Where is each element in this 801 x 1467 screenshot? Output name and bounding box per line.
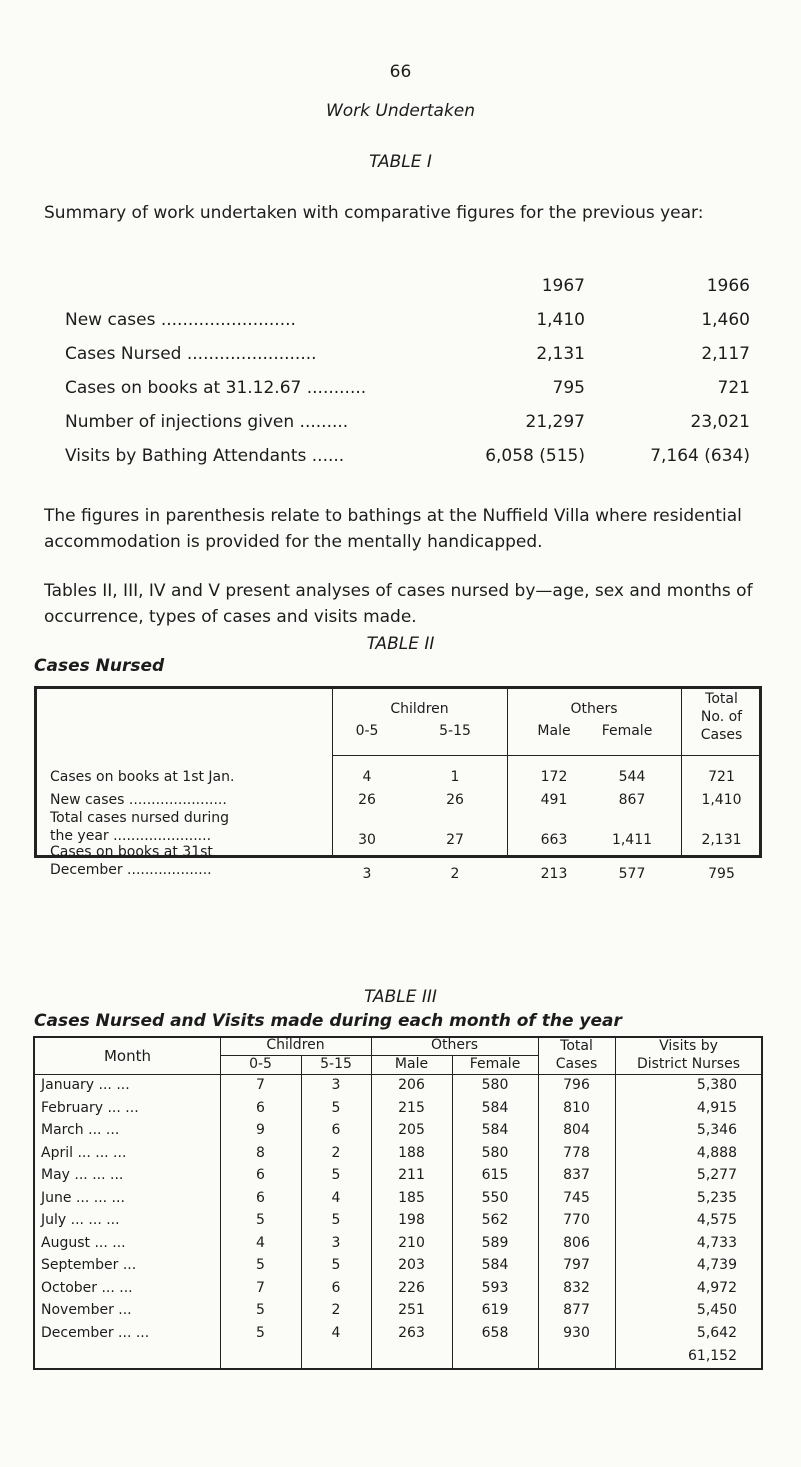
cell-male: 491	[540, 792, 568, 808]
t3-header-children: Children	[266, 1037, 325, 1053]
table-row	[35, 1189, 761, 1207]
cell-total: 804	[563, 1122, 590, 1138]
t2-header-total-2: No. of	[700, 709, 743, 725]
month-label: December ... ...	[41, 1324, 150, 1341]
cell-total: 806	[563, 1234, 590, 1251]
t3-header-total-1: Total	[560, 1038, 593, 1054]
cell-visits: 5,346	[696, 1122, 737, 1138]
t2-header-total-1: Total	[705, 691, 738, 707]
cell-5-15: 3	[331, 1077, 341, 1093]
cell-5-15: 2	[331, 1144, 341, 1161]
table-row	[35, 1234, 761, 1252]
cell-male: 215	[398, 1099, 425, 1116]
t2-header-0-5: 0-5	[355, 723, 379, 739]
year-previous: 1966	[706, 276, 750, 296]
cell-0-5: 6	[256, 1189, 265, 1206]
cell-0-5: 5	[256, 1257, 265, 1273]
summary-label: Visits by Bathing Attendants ......	[65, 446, 345, 466]
month-label: February ... ...	[41, 1099, 139, 1116]
cell-0-5: 6	[256, 1167, 265, 1183]
cell-female: 580	[481, 1077, 509, 1093]
table-row	[35, 1211, 761, 1229]
cell-5-15: 4	[331, 1324, 341, 1341]
cell-visits: 4,575	[696, 1212, 737, 1228]
cell-female: 593	[481, 1279, 509, 1296]
cell-male: 203	[398, 1257, 425, 1273]
cell-female: 584	[481, 1257, 509, 1273]
t2-header-others: Others	[570, 701, 618, 717]
cell-female: 562	[481, 1212, 509, 1228]
cell-female: 658	[481, 1324, 509, 1341]
t2-header-male: Male	[537, 723, 571, 739]
cell-visits: 4,888	[696, 1144, 737, 1161]
cell-male: 206	[398, 1077, 425, 1093]
cell-female: 615	[481, 1167, 509, 1183]
cell-total: 2,131	[701, 832, 742, 848]
summary-row	[65, 412, 765, 440]
year-current: 1967	[541, 276, 585, 296]
table-row	[35, 1256, 761, 1274]
summary-value-1966: 1,460	[701, 310, 750, 330]
month-label: January ... ...	[41, 1077, 130, 1093]
table3	[33, 1036, 763, 1370]
table1-title: TABLE I	[369, 152, 432, 172]
table-row-label: Total cases nursed during	[50, 810, 229, 826]
cell-male: 226	[398, 1279, 425, 1296]
cell-visits: 5,235	[696, 1189, 737, 1206]
summary-row	[65, 446, 765, 474]
cell-5-15: 5	[331, 1167, 341, 1183]
t3-header-others: Others	[430, 1037, 479, 1053]
cell-female: 589	[481, 1234, 509, 1251]
summary-value-1967: 795	[552, 378, 585, 398]
table-row-label: the year ......................	[50, 828, 212, 844]
cell-5-15: 6	[331, 1122, 341, 1138]
cell-0-5: 4	[362, 769, 372, 785]
cell-0-5: 5	[256, 1212, 265, 1228]
table-row-label: December ...................	[50, 862, 212, 878]
summary-row	[65, 378, 765, 406]
t2-header-children: Children	[390, 701, 449, 717]
t2-header-female: Female	[601, 723, 653, 739]
cell-total: 810	[563, 1099, 590, 1116]
cell-female: 867	[618, 792, 646, 808]
table-row	[35, 1279, 761, 1297]
t3-header-month: Month	[103, 1047, 151, 1065]
table-row	[35, 1121, 761, 1139]
cell-total: 832	[563, 1279, 590, 1296]
cell-0-5: 8	[256, 1144, 265, 1161]
t3-header-total-2: Cases	[555, 1056, 598, 1072]
section-title: Work Undertaken	[325, 101, 476, 121]
cell-female: 1,411	[611, 832, 653, 848]
cell-visits: 5,450	[696, 1302, 737, 1318]
table-row	[35, 1324, 761, 1342]
cell-5-15: 5	[331, 1099, 341, 1116]
month-label: November ...	[41, 1302, 132, 1318]
table1-note: The figures in parenthesis relate to bathings at the Nuffield Villa where residential accommodation is provided for the mentally handicapped.	[44, 506, 742, 552]
cell-0-5: 5	[256, 1324, 265, 1341]
cell-female: 544	[618, 769, 646, 785]
cell-total: 797	[563, 1257, 590, 1273]
cell-female: 550	[481, 1189, 509, 1206]
t3-header-0-5: 0-5	[249, 1056, 272, 1072]
summary-label: Number of injections given .........	[65, 412, 349, 432]
cell-female: 584	[481, 1122, 509, 1138]
summary-value-1967: 2,131	[536, 344, 585, 364]
month-label: September ...	[41, 1257, 137, 1273]
cell-total: 930	[563, 1324, 590, 1341]
t3-header-visits-1: Visits by	[659, 1038, 718, 1054]
table3-header-rule	[35, 1074, 761, 1075]
cell-5-15: 26	[446, 792, 464, 808]
summary-value-1967: 21,297	[525, 412, 585, 432]
summary-row	[65, 344, 765, 372]
cell-5-15: 5	[331, 1212, 341, 1228]
month-label: August ... ...	[41, 1234, 126, 1251]
summary-year-header	[65, 276, 765, 304]
cell-0-5: 3	[362, 866, 372, 882]
cell-total: 745	[563, 1189, 590, 1206]
cell-visits: 5,277	[696, 1167, 737, 1183]
cell-total: 778	[563, 1144, 590, 1161]
table-row	[35, 1166, 761, 1184]
cell-5-15: 1	[450, 769, 460, 785]
cell-total: 721	[708, 769, 735, 785]
cell-visits: 4,733	[696, 1234, 737, 1251]
table-row	[35, 1144, 761, 1162]
summary-label: New cases .........................	[65, 310, 296, 330]
table3-title: TABLE III	[364, 987, 437, 1007]
summary-label: Cases on books at 31.12.67 ...........	[65, 378, 367, 398]
cell-male: 663	[540, 832, 568, 848]
table-row-label: Cases on books at 31st	[50, 844, 213, 860]
cell-0-5: 7	[256, 1077, 265, 1093]
month-label: June ... ... ...	[41, 1189, 125, 1206]
month-label: March ... ...	[41, 1122, 120, 1138]
summary-row	[65, 310, 765, 338]
cell-0-5: 4	[256, 1234, 265, 1251]
t3-header-5-15: 5-15	[320, 1056, 352, 1072]
cell-female: 584	[481, 1099, 509, 1116]
cell-male: 263	[398, 1324, 425, 1341]
cell-0-5: 30	[358, 832, 376, 848]
t2-header-5-15: 5-15	[439, 723, 471, 739]
cell-total: 796	[563, 1077, 590, 1093]
cell-male: 210	[398, 1234, 425, 1251]
summary-value-1966: 23,021	[690, 412, 750, 432]
tables-intro: Tables II, III, IV and V present analyses of cases nursed by—age, sex and months of occurrence, types of cases and visits made.	[44, 581, 753, 627]
cell-male: 185	[398, 1189, 425, 1206]
table-row-label: Cases on books at 1st Jan.	[50, 769, 235, 785]
table1-intro: Summary of work undertaken with comparative figures for the previous year:	[44, 203, 704, 223]
cell-5-15: 5	[331, 1257, 341, 1273]
table3-subtitle: Cases Nursed and Visits made during each month of the year	[34, 1011, 622, 1031]
month-label: April ... ... ...	[41, 1144, 127, 1161]
cell-5-15: 6	[331, 1279, 341, 1296]
summary-value-1967: 1,410	[536, 310, 585, 330]
cell-visits: 4,915	[696, 1099, 737, 1116]
cell-male: 205	[398, 1122, 425, 1138]
table2	[34, 686, 762, 882]
cell-female: 580	[481, 1144, 509, 1161]
cell-total: 877	[563, 1302, 590, 1318]
cell-5-15: 27	[446, 832, 464, 848]
cell-total: 770	[563, 1212, 590, 1228]
t3-header-visits-2: District Nurses	[636, 1056, 741, 1072]
cell-female: 619	[481, 1302, 509, 1318]
month-label: May ... ... ...	[41, 1167, 124, 1183]
table-row	[35, 1076, 761, 1094]
month-label: July ... ... ...	[41, 1212, 120, 1228]
summary-value-1966: 721	[717, 378, 750, 398]
cell-0-5: 6	[256, 1099, 265, 1116]
t2-header-total-3: Cases	[700, 727, 743, 743]
t3-header-male: Male	[394, 1056, 429, 1072]
t3-header-female: Female	[469, 1056, 521, 1072]
cell-male: 188	[398, 1144, 425, 1161]
table2-subtitle: Cases Nursed	[34, 656, 165, 676]
page-number: 66	[389, 62, 412, 82]
cell-female: 577	[618, 866, 646, 882]
cell-total: 795	[708, 866, 735, 882]
table-row	[35, 1301, 761, 1319]
cell-visits: 5,380	[696, 1077, 737, 1093]
summary-label: Cases Nursed ........................	[65, 344, 317, 364]
cell-visits: 4,739	[696, 1257, 737, 1273]
cell-male: 172	[540, 769, 568, 785]
table2-title: TABLE II	[366, 634, 435, 654]
cell-0-5: 5	[256, 1302, 265, 1318]
cell-visits: 5,642	[696, 1324, 737, 1341]
cell-total: 837	[563, 1167, 590, 1183]
cell-5-15: 2	[450, 866, 460, 882]
t3-visits-total: 61,152	[688, 1348, 737, 1364]
summary-value-1966: 2,117	[701, 344, 750, 364]
table2-header-rule	[332, 755, 759, 756]
table-row-label: New cases ......................	[50, 792, 227, 808]
cell-5-15: 2	[331, 1302, 341, 1318]
summary-value-1966: 7,164 (634)	[650, 446, 750, 466]
cell-male: 198	[398, 1212, 425, 1228]
cell-5-15: 3	[331, 1234, 341, 1251]
cell-visits: 4,972	[696, 1279, 737, 1296]
cell-male: 251	[398, 1302, 425, 1318]
cell-0-5: 26	[358, 792, 376, 808]
cell-total: 1,410	[701, 792, 742, 808]
month-label: October ... ...	[41, 1279, 133, 1296]
cell-male: 211	[398, 1167, 425, 1183]
cell-0-5: 9	[256, 1122, 265, 1138]
cell-0-5: 7	[256, 1279, 265, 1296]
summary-value-1967: 6,058 (515)	[485, 446, 585, 466]
table-row	[35, 1099, 761, 1117]
cell-5-15: 4	[331, 1189, 341, 1206]
cell-male: 213	[540, 866, 568, 882]
